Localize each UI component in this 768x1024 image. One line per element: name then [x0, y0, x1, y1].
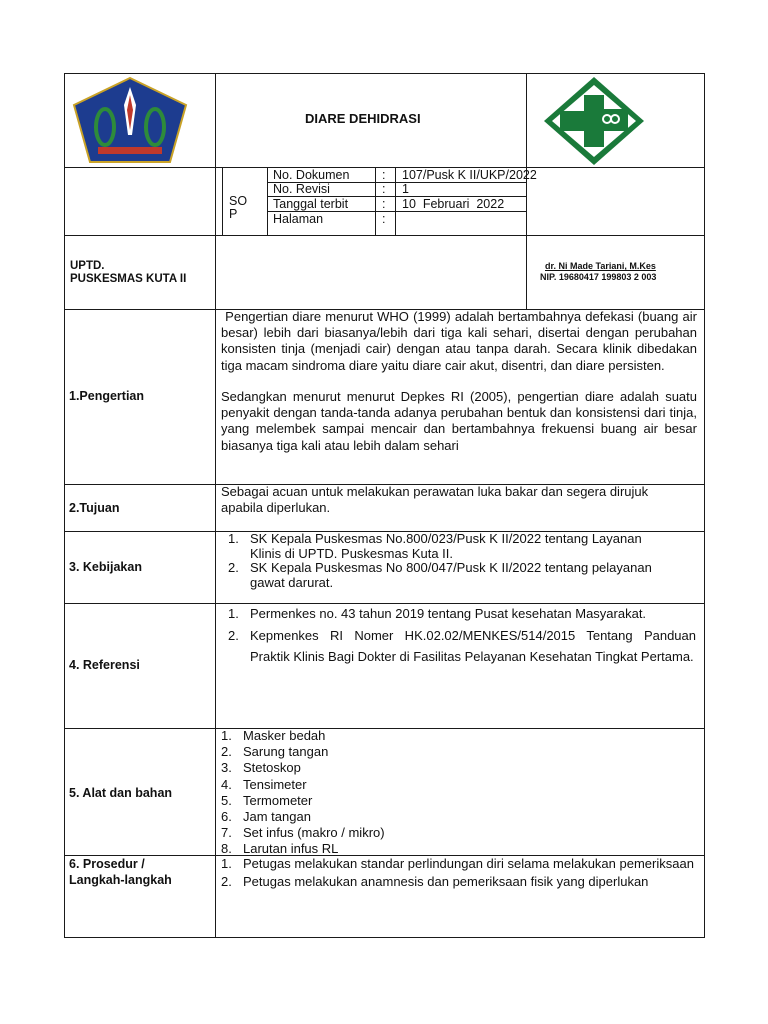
regency-logo	[70, 75, 190, 165]
sop-divider	[222, 167, 223, 235]
prosedur-list	[221, 856, 697, 890]
row-divider-2	[64, 235, 705, 236]
list-item: 1. Permenkes no. 43 tahun 2019 tentang Pusat kesehatan Masyarakat.	[228, 606, 647, 621]
table-border-bottom	[64, 937, 705, 938]
list-item: 1. Masker bedah	[221, 728, 326, 743]
section-label-tujuan: 2.Tujuan	[69, 501, 120, 515]
list-item: 3. Stetoskop	[221, 760, 301, 776]
page-label: Halaman	[273, 212, 324, 226]
tujuan-text: Sebagai acuan untuk melakukan perawatan luka bakar dan segera dirujuk apabila diperlukan.	[221, 484, 649, 516]
revision-sep: :	[382, 182, 386, 196]
header-divider-right	[526, 73, 527, 310]
section-label-prosedur-1: 6. Prosedur /	[69, 857, 145, 871]
list-item: 2. Petugas melakukan anamnesis dan pemeriksaan fisik yang diperlukan	[221, 873, 649, 889]
org-name-line1: UPTD.	[70, 260, 105, 272]
pengertian-text-1: Pengertian diare menurut WHO (1999) adalah bertambahnya defekasi (buang air besar) lebih dari biasanya/lebih dari tiga kali sehari, disertai dengan perubahan konsisten tinja (menjadi cair) dengan atau tanpa darah. Secara klinik dibedakan tiga macam sindroma diare yaitu diare cair akut, disentri, dan diare persisten.	[221, 309, 701, 373]
list-item: 4. Tensimeter	[221, 776, 307, 792]
section-label-kebijakan: 3. Kebijakan	[69, 560, 142, 574]
column-divider	[215, 73, 216, 938]
sop-colon-left	[375, 167, 376, 235]
list-item: 5. Termometer	[221, 792, 313, 808]
signer-nip: NIP. 19680417 199803 2 003	[540, 272, 657, 282]
puskesmas-logo	[540, 75, 648, 167]
referensi-list	[228, 603, 696, 667]
sop-colon-right	[395, 167, 396, 235]
list-item: 6. Jam tangan	[221, 809, 311, 825]
alat-list	[221, 728, 681, 858]
revision-label: No. Revisi	[273, 182, 330, 196]
section-label-pengertian: 1.Pengertian	[69, 389, 145, 403]
list-item: 1. SK Kepala Puskesmas No.800/023/Pusk K II/2022 tentang Layanan Klinis di UPTD. Puskesmas Kuta II.	[228, 531, 642, 561]
table-border-top	[64, 73, 705, 74]
pengertian-text-2: Sedangkan menurut menurut Depkes RI (2005), pengertian diare adalah suatu penyakit dengan tanda-tanda adanya perubahan bentuk dan konsistensi dari tinja, yang melembek sampai mencair dan bertambahnya frekuensi buang air besar biasanya tiga kali atau lebih dalam sehari	[221, 389, 697, 453]
document-title: DIARE DEHIDRASI	[305, 111, 421, 126]
page-sep: :	[382, 212, 386, 226]
section-label-prosedur-2: Langkah-langkah	[69, 873, 172, 887]
section-label-referensi: 4. Referensi	[69, 658, 140, 672]
doc-number-value: 107/Pusk K II/UKP/2022	[402, 168, 537, 182]
kebijakan-list	[228, 532, 668, 590]
list-item: 1. Petugas melakukan standar perlindungan diri selama melakukan pemeriksaan	[221, 856, 694, 871]
org-name-line2: PUSKESMAS KUTA II	[70, 273, 187, 285]
sop-box-left	[267, 167, 268, 235]
doc-number-label: No. Dokumen	[273, 168, 350, 182]
issue-date-sep: :	[382, 197, 386, 211]
doc-number-sep: :	[382, 168, 386, 182]
table-border-left	[64, 73, 65, 938]
section-label-alat: 5. Alat dan bahan	[69, 786, 173, 800]
list-item: 2. Sarung tangan	[221, 744, 329, 760]
sop-label: SO P	[229, 194, 248, 221]
list-item: 2. SK Kepala Puskesmas No 800/047/Pusk K II/2022 tentang pelayanan gawat darurat.	[228, 560, 652, 590]
list-item: 7. Set infus (makro / mikro)	[221, 825, 385, 841]
signer-name: dr. Ni Made Tariani, M.Kes	[545, 261, 656, 271]
issue-date-value: 10 Februari 2022	[402, 197, 505, 211]
list-item: 8. Larutan infus RL	[221, 841, 339, 857]
list-item: 2. Kepmenkes RI Nomer HK.02.02/MENKES/514/2015 Tentang Panduan Praktik Klinis Bagi Dokter di Fasilitas Pelayanan Kesehatan Tingkat Pertama.	[228, 628, 696, 664]
table-border-right	[704, 73, 705, 938]
revision-value: 1	[402, 182, 409, 196]
issue-date-label: Tanggal terbit	[273, 197, 349, 211]
